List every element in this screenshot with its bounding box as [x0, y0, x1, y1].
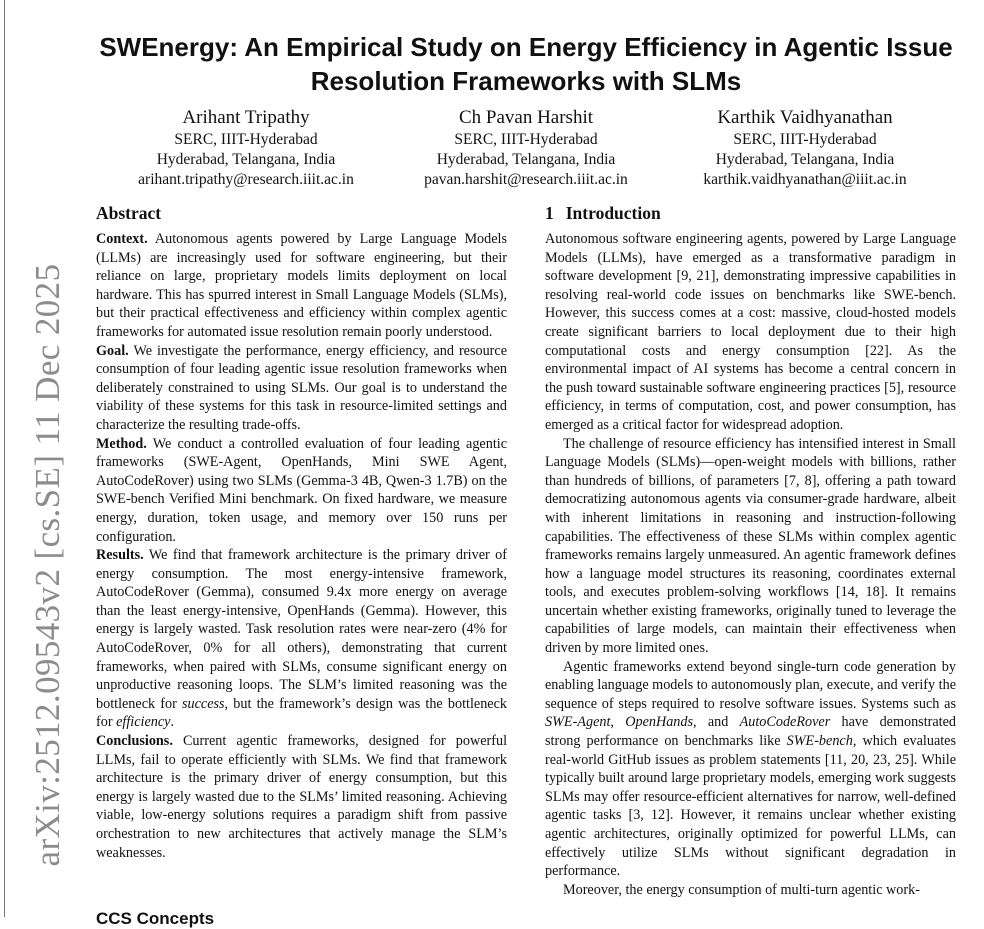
goal-text: We investigate the performance, energy efficiency, and resource consumption of four leading agentic issue resolution frameworks when deliberately constrained to using SLMs. Our goal is to understand the viability of these systems for this task in resource-limited settings and characterize the resulting trade-offs.	[96, 342, 507, 433]
author-email: pavan.harshit@research.iiit.ac.in	[424, 171, 628, 188]
author-location: Hyderabad, Telangana, India	[436, 151, 616, 168]
abstract-conclusions	[96, 732, 507, 862]
results-text: .	[170, 714, 174, 731]
introduction-heading	[545, 202, 956, 224]
author-block-3	[665, 106, 945, 190]
results-emphasis-efficiency: efficiency	[116, 714, 171, 731]
author-name: Arihant Tripathy	[182, 107, 310, 128]
results-label: Results.	[96, 547, 144, 564]
author-name: Karthik Vaidhyanathan	[717, 107, 893, 128]
abstract-context	[96, 230, 507, 342]
introduction-column	[545, 202, 956, 899]
author-affiliation: SERC, IIIT-Hyderabad	[174, 131, 318, 148]
intro-text: , and	[693, 714, 729, 731]
conclusions-label: Conclusions.	[96, 733, 173, 750]
intro-text: ,	[610, 714, 614, 731]
arxiv-identifier: arXiv:2512.09543v2 [cs.SE] 11 Dec 2025	[28, 263, 67, 867]
intro-paragraph-3	[545, 658, 956, 881]
author-affiliation: SERC, IIIT-Hyderabad	[733, 131, 877, 148]
author-email: arihant.tripathy@research.iiit.ac.in	[138, 171, 354, 188]
abstract-method	[96, 435, 507, 547]
conclusions-text: Current agentic frameworks, designed for powerful LLMs, fail to operate efficiently with SLMs. We find that framework architecture is the primary driver of energy consumption, but this energy is largely wasted due to the SLMs’ limited reasoning. Achieving viable, low-energy solutions requires a paradigm shift from passive orchestration to new architectures that actively manage the SLM’s weaknesses.	[96, 733, 508, 861]
benchmark-swe-bench: SWE-bench	[786, 733, 853, 750]
abstract-goal	[96, 342, 507, 435]
context-text: Autonomous agents powered by Large Language Models (LLMs) are increasingly used for software engineering, but their reliance on large, proprietary models limits deployment on local hardware. This has spurred interest in Small Language Models (SLMs), but their practical effectiveness and efficiency within complex agentic frameworks for automated issue resolution remain poorly understood.	[96, 231, 508, 340]
intro-paragraph-1: Autonomous software engineering agents, powered by Large Language Models (LLMs), have emerged as a transformative paradigm in software development [9, 21], demonstrating impressive capabilities in resolving real-world code issues on benchmarks like SWE-bench. However, this success comes at a cost: massive, cloud-hosted models create significant barriers to local deployment due to their high computational costs and energy consumption [22]. As the environmental impact of AI systems has become a central concern in the push toward sustainable software engineering practices [5], resource efficiency, in terms of computation, cost, and power consumption, has emerged as a critical factor for widespread adoption.	[545, 231, 956, 433]
author-email: karthik.vaidhyanathan@iiit.ac.in	[703, 171, 907, 188]
author-location: Hyderabad, Telangana, India	[156, 151, 336, 168]
framework-openhands: OpenHands	[625, 714, 694, 731]
intro-paragraph-4: Moreover, the energy consumption of multi-turn agentic work-	[563, 881, 920, 898]
ccs-concepts-heading: CCS Concepts	[96, 909, 215, 928]
intro-text: , which evaluates real-world GitHub issues as problem statements [11, 20, 23, 25]. While typically built around large proprietary models, emerging work suggests SLMs may offer resource-efficient alternatives for narrow, well-defined agentic tasks [3, 12]. However, it remains unclear whether existing agentic architectures, originally optimized for powerful LLMs, can effectively utilize SLMs without significant degradation in performance.	[545, 733, 956, 880]
results-text: , but the framework’s design was the bottleneck for	[96, 695, 507, 731]
author-location: Hyderabad, Telangana, India	[715, 151, 895, 168]
intro-text: have demonstrated strong performance on benchmarks like	[545, 714, 957, 750]
method-text: We conduct a controlled evaluation of four leading agentic frameworks (SWE-Agent, OpenHands, Mini SWE Agent, AutoCodeRover) using two SLMs (Gemma-3 4B, Qwen-3 1.7B) on the SWE-bench Verified Mini benchmark. On fixed hardware, we measure energy, duration, token usage, and memory over 150 runs per configuration.	[96, 435, 507, 545]
abstract-column	[96, 202, 507, 862]
author-block-1	[106, 106, 386, 190]
framework-autocoderover: AutoCodeRover	[739, 714, 831, 731]
author-affiliation: SERC, IIIT-Hyderabad	[454, 131, 598, 148]
author-name: Ch Pavan Harshit	[458, 107, 594, 128]
intro-text: Agentic frameworks extend beyond single-turn code generation by enabling language models to autonomously plan, execute, and verify the sequence of steps required to resolve software issues. Systems such as	[545, 658, 956, 712]
author-block-2	[386, 106, 666, 190]
method-label: Method.	[96, 435, 147, 452]
intro-paragraph-2: The challenge of resource efficiency has intensified interest in Small Language Models (SLMs)—open-weight models with billions, rather than hundreds of billions, of parameters [7, 8], offering a path toward democratizing autonomous agents via consumer-grade hardware, albeit with inherent limitations in reasoning and instruction-following capabilities. The effectiveness of these SLMs within complex agentic frameworks remains largely unmeasured. An agentic framework defines how a language model structures its reasoning, coordinates external tools, and executes problem-solving workflows [14, 18]. It remains uncertain whether existing frameworks, originally tuned to leverage the capabilities of large models, can maintain their effectiveness when driven by more limited ones.	[545, 435, 956, 657]
section-number: 1	[545, 203, 554, 223]
page-left-rule	[4, 0, 5, 917]
section-title-text: Introduction	[565, 203, 661, 223]
paper-title: SWEnergy: An Empirical Study on Energy Efficiency in Agentic Issue Resolution Frameworks with SLMs	[99, 32, 953, 96]
results-emphasis-success: success	[181, 695, 225, 712]
goal-label: Goal.	[96, 342, 129, 359]
framework-swe-agent: SWE-Agent	[545, 714, 611, 731]
context-label: Context.	[96, 231, 148, 247]
abstract-heading: Abstract	[96, 203, 162, 223]
abstract-results	[96, 546, 507, 732]
results-text: We find that framework architecture is the primary driver of energy consumption. The most energy-intensive framework, AutoCodeRover (Gemma), consumed 9.4x more energy on average than the least energy-intensive, OpenHands (Gemma). However, this energy is largely wasted. Task resolution rates were near-zero (4% for AutoCodeRover, 0% for all others), demonstrating that current frameworks, when paired with SLMs, consume significant energy on unproductive reasoning loops. The SLM’s limited reasoning was the bottleneck for	[96, 547, 507, 712]
